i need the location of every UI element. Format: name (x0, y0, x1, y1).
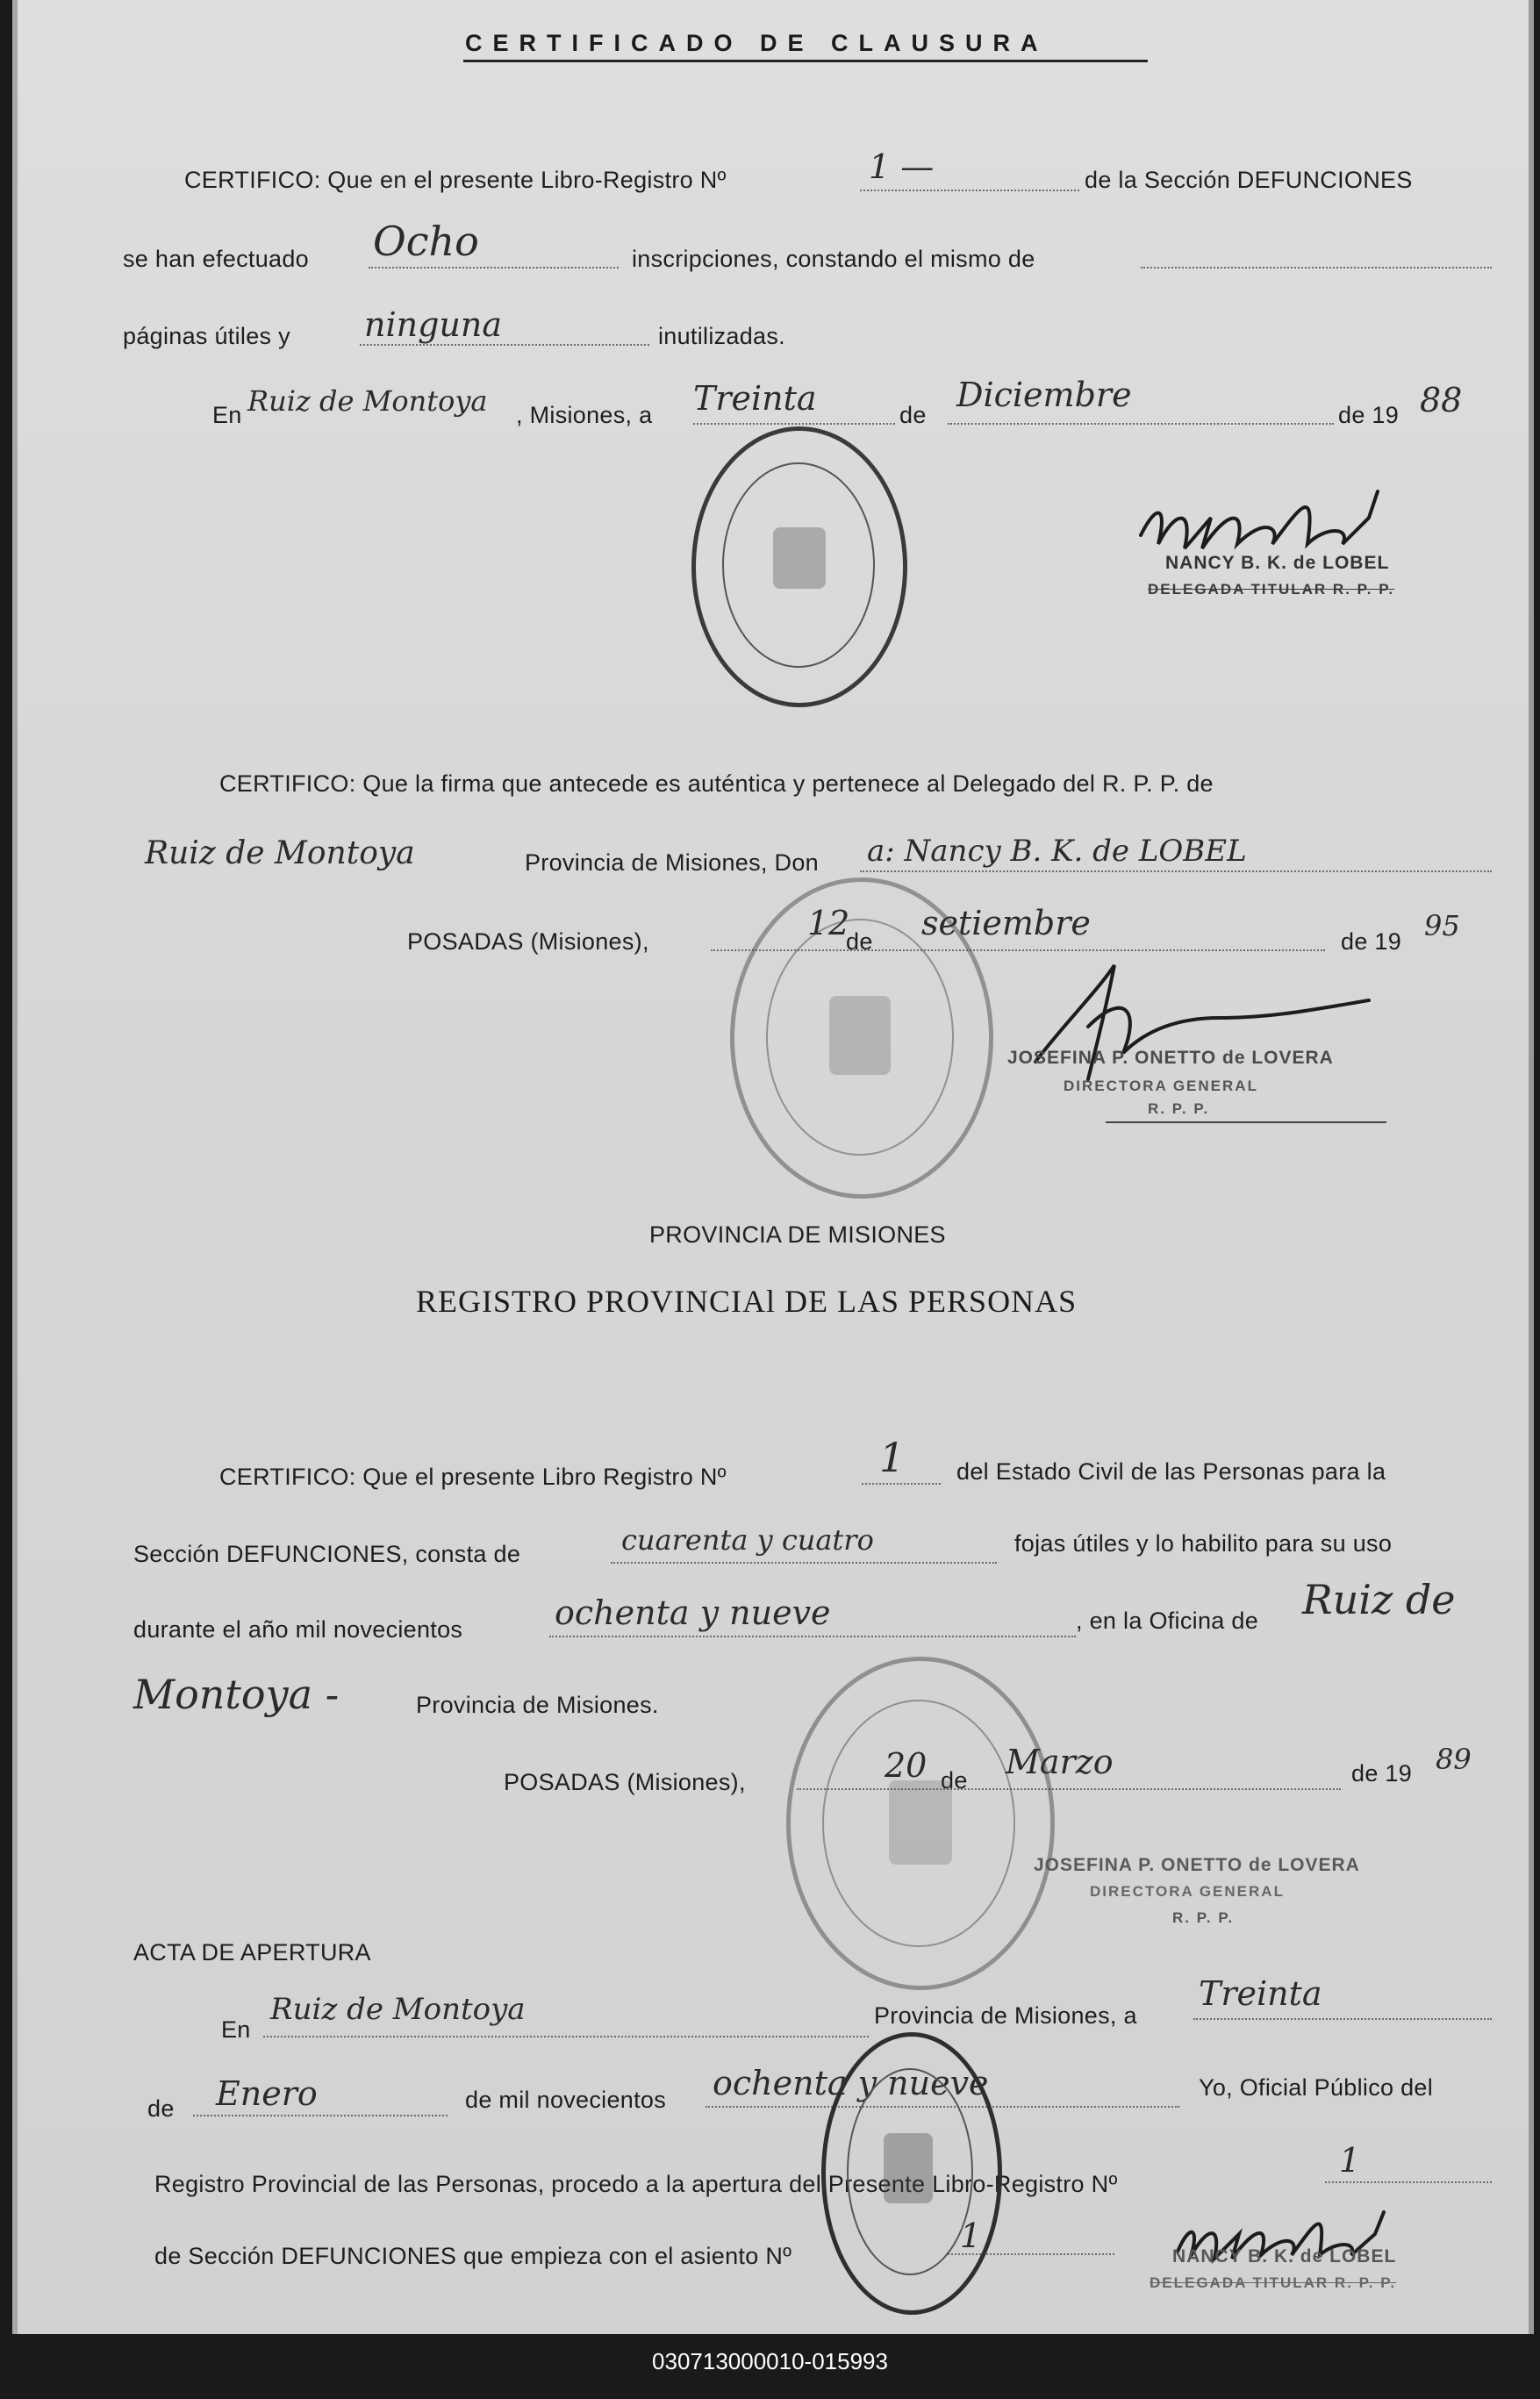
cert2-place: Ruiz de Montoya (145, 835, 415, 871)
cert2-de: de (846, 928, 873, 955)
signer-name-onetto-2: JOSEFINA P. ONETTO de LOVERA (1034, 1855, 1360, 1875)
cert2-person-name: a: Nancy B. K. de LOBEL (867, 834, 1247, 869)
clausura-line4-mid: , Misiones, a (516, 402, 653, 428)
signer-role-lobel-2: DELEGADA TITULAR R. P. P. (1150, 2274, 1397, 2291)
registro-day: 20 (885, 1746, 928, 1785)
cert2-month: setiembre (921, 904, 1091, 942)
official-seal-stamp (786, 1657, 1055, 1990)
clausura-line2-text: se han efectuado (123, 246, 309, 272)
fill-line (1325, 2181, 1492, 2183)
apertura-month: Enero (216, 2074, 318, 2113)
fill-line (611, 1562, 997, 1564)
registro-heading: REGISTRO PROVINCIAl DE LAS PERSONAS (416, 1284, 1078, 1319)
signer-name-onetto: JOSEFINA P. ONETTO de LOVERA (1007, 1048, 1334, 1068)
apertura-day: Treinta (1199, 1974, 1322, 2013)
registro-line2-end: fojas útiles y lo habilito para su uso (1014, 1530, 1393, 1557)
apertura-line4-text: de Sección DEFUNCIONES que empieza con el asiento Nº (154, 2243, 792, 2269)
signer-org-onetto: R. P. P. (1148, 1100, 1210, 1117)
seal-emblem (884, 2133, 933, 2203)
fill-line (948, 423, 1334, 425)
apertura-title: ACTA DE APERTURA (133, 1939, 371, 1966)
apertura-line2-end: Yo, Oficial Público del (1199, 2074, 1434, 2101)
cert2-day: 12 (807, 904, 850, 942)
registro-line3-text: durante el año mil novecientos (133, 1616, 463, 1643)
title-underline (463, 60, 1148, 62)
fill-line (360, 344, 649, 346)
registro-line1-text: CERTIFICO: Que el presente Libro Registro Nº (219, 1464, 727, 1490)
fill-line (1193, 2018, 1492, 2020)
cert2-posadas: POSADAS (Misiones), (407, 928, 649, 955)
registro-line1-end: del Estado Civil de las Personas para la (956, 1458, 1386, 1485)
registro-de: de (941, 1767, 968, 1794)
registro-fojas-count: cuarenta y cuatro (621, 1523, 874, 1557)
apertura-line1-text: Provincia de Misiones, a (874, 2002, 1137, 2029)
clausura-year: 88 (1420, 381, 1463, 419)
apertura-asiento-number: 1 (960, 2216, 982, 2255)
fill-line (862, 1483, 941, 1485)
apertura-line1-en: En (221, 2016, 251, 2043)
clausura-line3-text: páginas útiles y (123, 323, 290, 349)
official-seal-stamp (730, 877, 993, 1199)
fill-line (860, 870, 1492, 872)
document-id-footer: 030713000010-015993 (652, 2348, 888, 2374)
registro-book-number: 1 (879, 1434, 906, 1481)
clausura-month: Diciembre (956, 376, 1132, 414)
apertura-place: Ruiz de Montoya (270, 1992, 526, 2027)
fill-line (693, 423, 895, 425)
signer-role-lobel: DELEGADA TITULAR R. P. P. (1148, 581, 1395, 598)
fill-line (263, 2036, 869, 2037)
seal-emblem (889, 1780, 952, 1865)
clausura-line1-end: de la Sección DEFUNCIONES (1085, 167, 1413, 193)
clausura-inutilizadas-count: ninguna (364, 305, 503, 344)
official-seal-stamp (691, 426, 907, 707)
apertura-line3-text: Registro Provincial de las Personas, procedo a la apertura del Presente Libro-Registro Nº (154, 2171, 1118, 2197)
apertura-book-number: 1 (1339, 2141, 1361, 2180)
seal-emblem (773, 527, 826, 589)
cert2-line2-text: Provincia de Misiones, Don (525, 849, 819, 876)
cert2-de-year: de 19 (1341, 928, 1402, 955)
clausura-place: Ruiz de Montoya (247, 384, 488, 418)
apertura-year-words: ochenta y nueve (713, 2064, 989, 2102)
signer-org-onetto-2: R. P. P. (1172, 1909, 1235, 1926)
clausura-line1-text: CERTIFICO: Que en el presente Libro-Registro Nº (184, 167, 727, 193)
signer-name-lobel: NANCY B. K. de LOBEL (1165, 553, 1390, 573)
registro-month: Marzo (1006, 1743, 1114, 1781)
fill-line (860, 190, 1079, 191)
fill-line (193, 2115, 448, 2116)
clausura-inscripciones-count: Ocho (373, 218, 479, 265)
registro-line4-text: Provincia de Misiones. (416, 1692, 659, 1718)
clausura-de-year: de 19 (1338, 402, 1400, 428)
registro-line3-end: , en la Oficina de (1076, 1608, 1259, 1634)
document-title: CERTIFICADO DE CLAUSURA (465, 30, 1049, 56)
registro-de-year: de 19 (1351, 1760, 1413, 1787)
document-page (12, 0, 1534, 2334)
signer-role-onetto: DIRECTORA GENERAL (1064, 1078, 1258, 1094)
fill-line (549, 1636, 1076, 1637)
clausura-day: Treinta (693, 379, 817, 418)
registro-posadas: POSADAS (Misiones), (504, 1769, 746, 1795)
province-label: PROVINCIA DE MISIONES (649, 1221, 946, 1248)
registro-year: 89 (1436, 1743, 1472, 1776)
seal-emblem (829, 996, 891, 1075)
fill-line (1106, 1121, 1386, 1123)
clausura-book-number: 1 — (869, 147, 935, 186)
apertura-line2-de: de (147, 2095, 175, 2122)
registro-office-place-2: Montoya - (133, 1671, 340, 1718)
cert2-line1-text: CERTIFICO: Que la firma que antecede es auténtica y pertenece al Delegado del R. P. P. de (219, 770, 1214, 797)
registro-office-place-1: Ruiz de (1302, 1576, 1456, 1623)
registro-line2-text: Sección DEFUNCIONES, consta de (133, 1541, 521, 1567)
clausura-line3-end: inutilizadas. (658, 323, 785, 349)
clausura-de: de (899, 402, 927, 428)
cert2-year: 95 (1424, 909, 1460, 942)
apertura-line2-text: de mil novecientos (465, 2087, 667, 2113)
signer-role-onetto-2: DIRECTORA GENERAL (1090, 1883, 1285, 1900)
clausura-line2-end: inscripciones, constando el mismo de (632, 246, 1035, 272)
clausura-line4-en: En (212, 402, 242, 428)
registro-year-words: ochenta y nueve (555, 1593, 831, 1632)
official-seal-stamp (821, 2032, 1002, 2315)
fill-line (1141, 267, 1492, 269)
signer-name-lobel-2: NANCY B. K. de LOBEL (1172, 2246, 1397, 2267)
fill-line (369, 267, 619, 269)
